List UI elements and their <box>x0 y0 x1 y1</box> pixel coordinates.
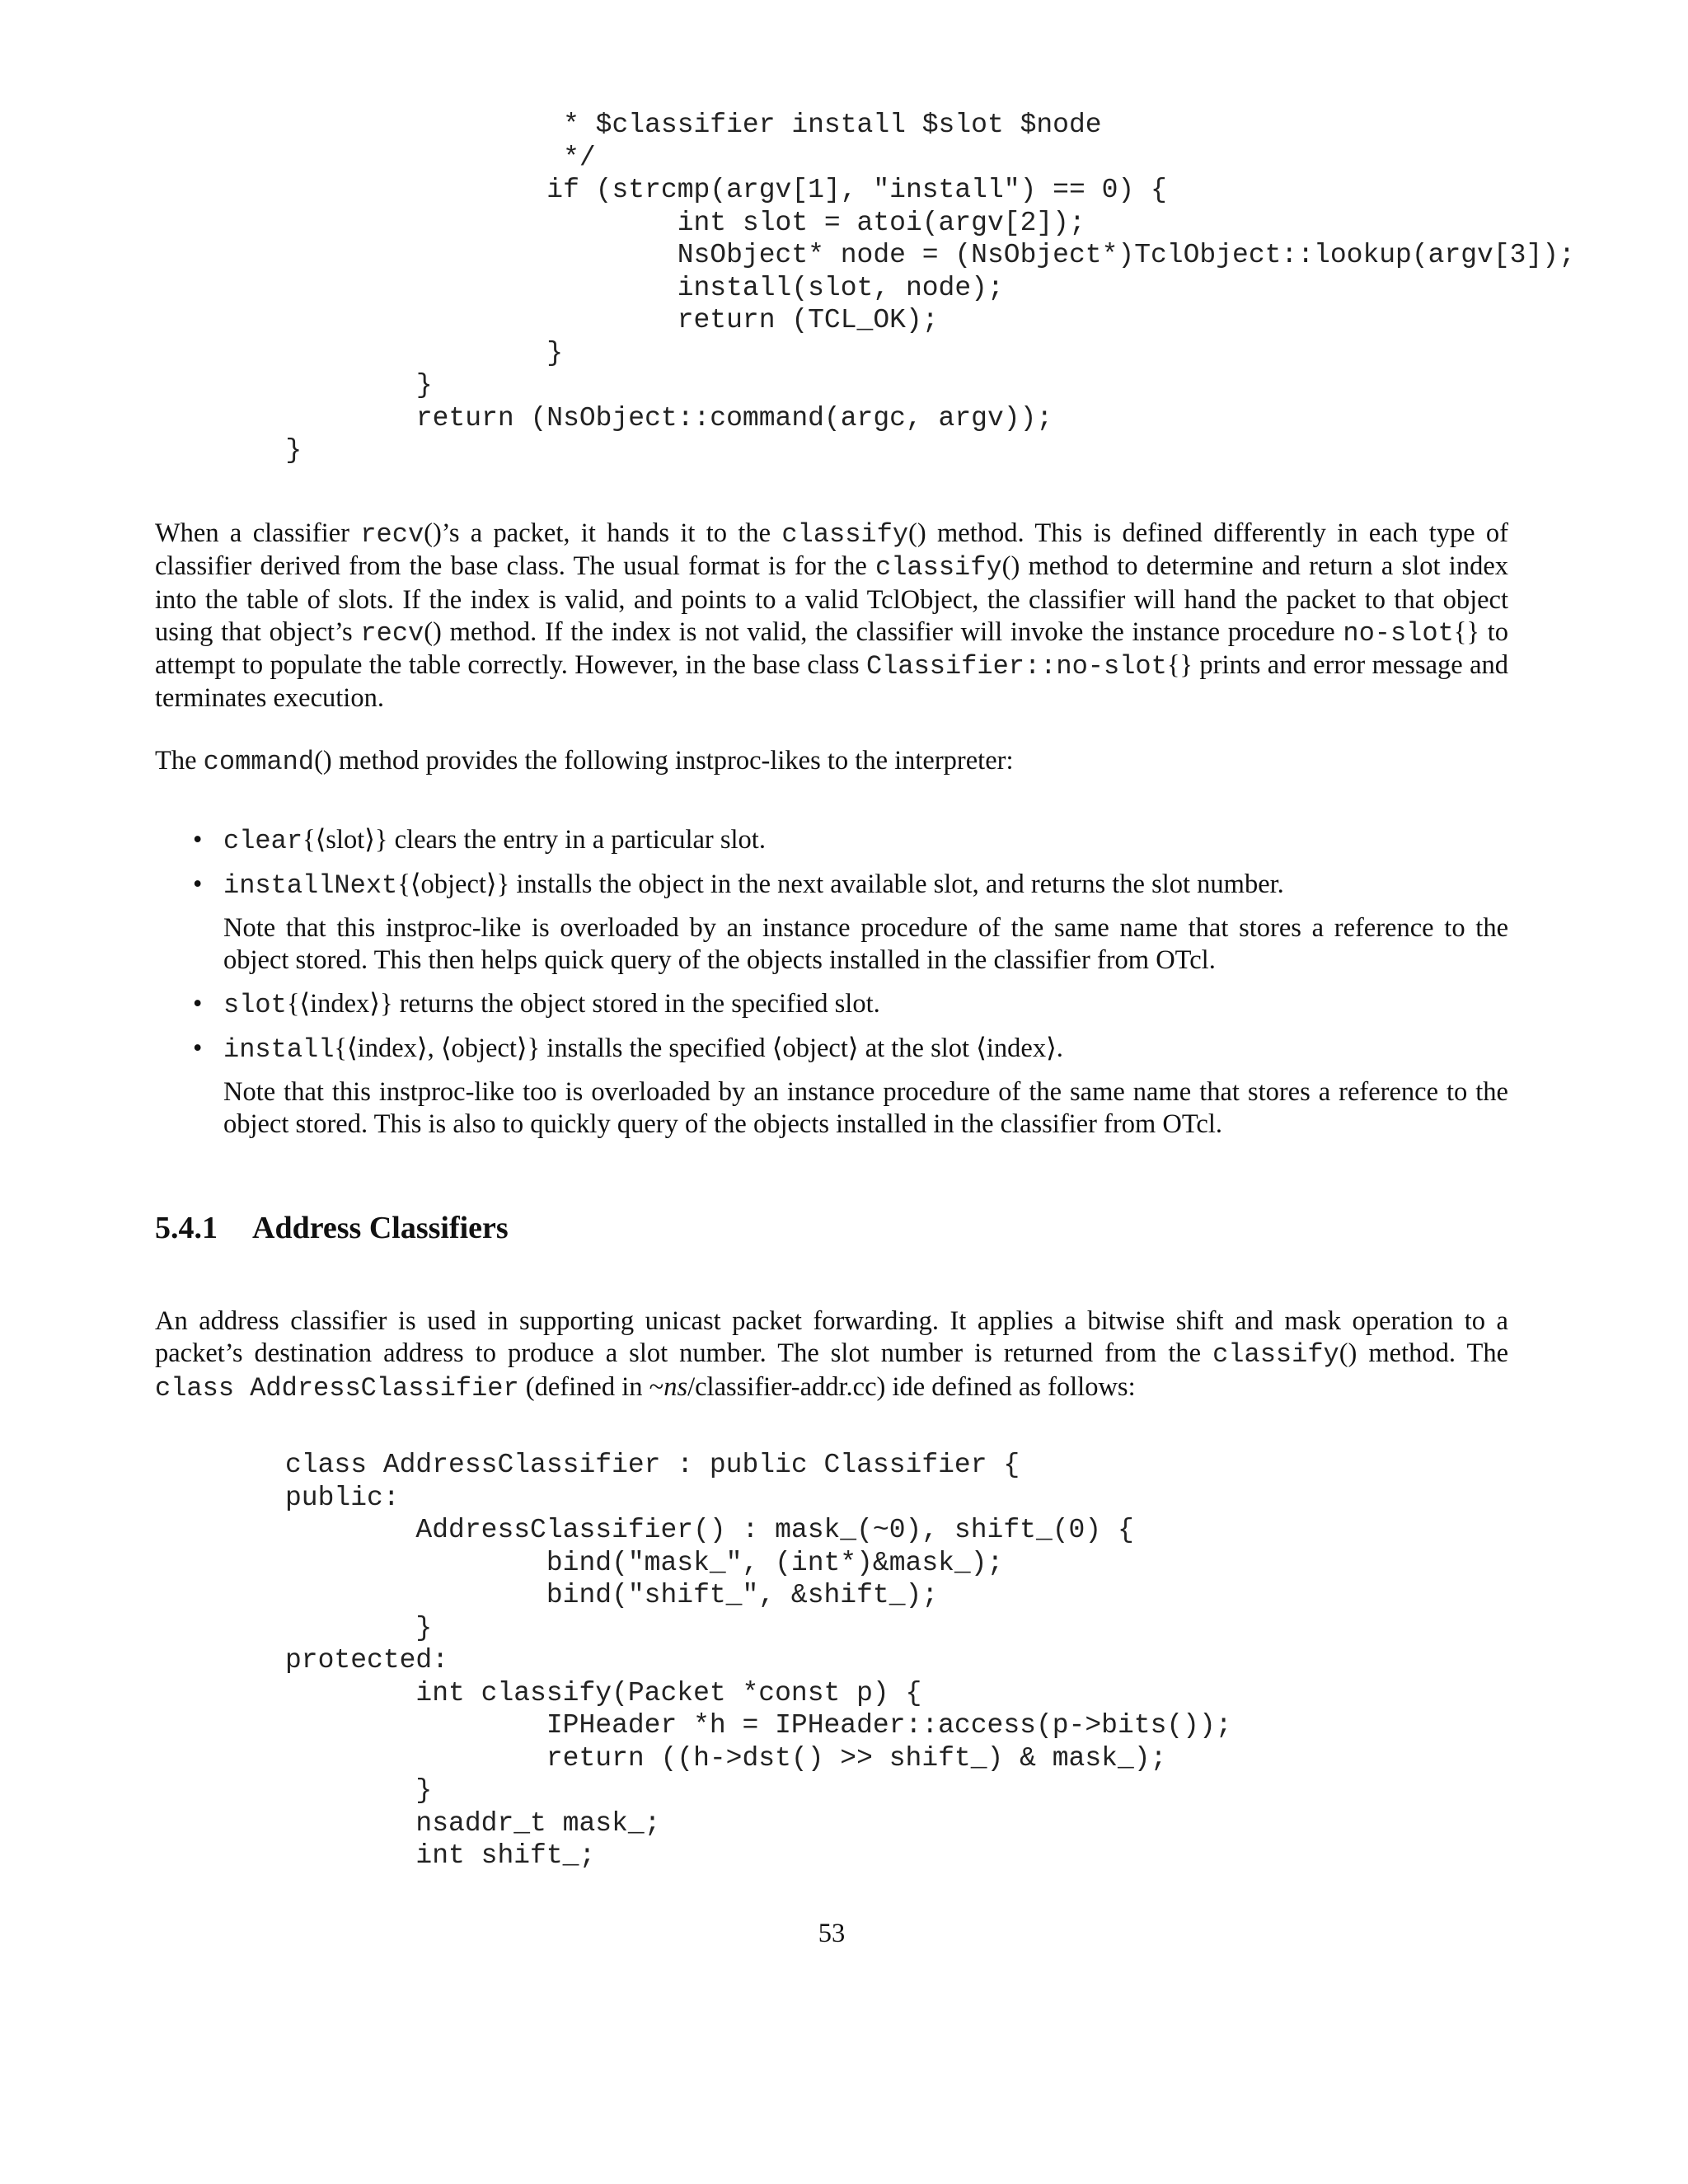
list-item-code: slot <box>223 990 287 1021</box>
list-item-text: {⟨index⟩, ⟨object⟩} installs the specified ⟨object⟩ at the slot ⟨index⟩. <box>334 1033 1063 1064</box>
code-line: int classify(Packet *const p) { <box>285 1677 922 1708</box>
para1-code-classify-2: classify <box>875 552 1002 583</box>
list-item-code: clear <box>223 826 303 856</box>
bullet-icon: • <box>193 989 203 1019</box>
para2-text-2: () method provides the following instproc-likes to the interpreter: <box>314 746 1014 776</box>
code-line: int slot = atoi(argv[2]); <box>155 207 1085 238</box>
list-item-text: {⟨object⟩} installs the object in the next available slot, and returns the slot number. <box>397 869 1284 900</box>
code-line: NsObject* node = (NsObject*)TclObject::lookup(argv[3]); <box>155 240 1575 270</box>
code-line: if (strcmp(argv[1], "install") == 0) { <box>155 175 1167 205</box>
para1-code-recv-2: recv <box>360 617 424 649</box>
para1-text-4: () method to determine and return a slot index into the table of slots. If the index is valid, and points to a valid TclObject, the classifier will hand the packet to that object using that object’s <box>155 551 1508 647</box>
paragraph-address-classifier <box>155 1305 1508 1404</box>
code-line: */ <box>155 142 596 173</box>
code-line: protected: <box>285 1645 449 1675</box>
bullet-icon: • <box>193 869 203 900</box>
code-line: bind("shift_", &shift_); <box>285 1580 939 1610</box>
code-line: return (NsObject::command(argc, argv)); <box>155 402 1053 434</box>
code-line: nsaddr_t mask_; <box>285 1807 661 1839</box>
para1-code-recv: recv <box>360 519 424 550</box>
code-line: * $classifier install $slot $node <box>155 110 1102 140</box>
code-line: int shift_; <box>285 1840 596 1871</box>
para1-text-6: {} to attempt to populate the table correctly. However, in the base class <box>155 616 1508 681</box>
paragraph-command-intro <box>155 745 1508 778</box>
code-line: AddressClassifier() : mask_(~0), shift_(0) { <box>285 1515 1134 1545</box>
code-line: class AddressClassifier : public Classifier { <box>285 1450 1020 1480</box>
para1-code-classify: classify <box>781 519 909 550</box>
para1-text-1: When a classifier <box>155 518 361 548</box>
para3-text-4: /classifier-addr.cc) ide defined as follows: <box>687 1371 1136 1402</box>
code-line: } <box>155 370 433 401</box>
code-line: return ((h->dst() >> shift_) & mask_); <box>285 1742 1167 1774</box>
para3-text-3: (defined in ~ <box>518 1371 664 1402</box>
code-line: } <box>155 337 564 368</box>
list-item-code: installNext <box>223 870 398 902</box>
paragraph-classify-description <box>155 518 1508 715</box>
list-item-note: Note that this instproc-like is overloaded by an instance procedure of the same name that stores a reference to the object stored. This then helps quick query of the objects installed in the classifier from OTcl. <box>223 912 1508 975</box>
para1-code-no-slot: no-slot <box>1343 617 1454 649</box>
code-line: } <box>285 1775 433 1806</box>
para3-text-1: An address classifier is used in supporting unicast packet forwarding. It applies a bitwise shift and mask operation to a packet’s destination address to produce a slot number. The slot number is returned from the <box>155 1306 1508 1369</box>
list-item <box>155 1033 1508 1141</box>
bullet-icon: • <box>193 1033 203 1064</box>
section-number: 5.4.1 <box>155 1211 218 1245</box>
para1-text-7: {} prints and error message and terminates execution. <box>155 650 1508 714</box>
section-heading <box>155 1210 509 1246</box>
code-line: install(slot, node); <box>155 272 1004 303</box>
para3-text-2: () method. The <box>1339 1338 1508 1369</box>
bullet-icon: • <box>193 825 203 855</box>
code-block-bottom <box>285 1449 1232 1872</box>
para1-text-5: () method. If the index is not valid, the classifier will invoke the instance procedure <box>424 616 1343 647</box>
section-title: Address Classifiers <box>252 1211 509 1245</box>
code-line: IPHeader *h = IPHeader::access(p->bits()); <box>285 1710 1232 1741</box>
code-line: } <box>285 1612 433 1643</box>
code-line: bind("mask_", (int*)&mask_); <box>285 1547 1004 1578</box>
instproc-list <box>155 824 1508 1152</box>
code-block-top <box>155 109 1575 467</box>
list-item-note: Note that this instproc-like too is overloaded by an instance procedure of the same name that stores a reference to the object stored. This is also to quickly query of the objects installed in the classifier from OTcl. <box>223 1076 1508 1140</box>
code-line: return (TCL_OK); <box>155 305 939 335</box>
list-item <box>155 824 1508 857</box>
list-item-text: {⟨slot⟩} clears the entry in a particular slot. <box>302 825 766 855</box>
list-item-text: {⟨index⟩} returns the object stored in the specified slot. <box>286 989 880 1019</box>
para3-code-classify: classify <box>1212 1339 1339 1371</box>
para2-code-command: command <box>203 747 315 777</box>
para1-text-3: () method. This is defined differently in each type of classifier derived from the base class. The usual format is for the <box>155 518 1508 582</box>
para3-italic-ns: ns <box>663 1371 688 1402</box>
para1-code-classifier-no-slot: Classifier::no-slot <box>865 651 1167 682</box>
code-line: public: <box>285 1482 400 1513</box>
list-item-code: install <box>223 1034 335 1066</box>
para3-code-class: class AddressClassifier <box>155 1372 519 1404</box>
para2-text-1: The <box>155 746 204 776</box>
list-item <box>155 988 1508 1021</box>
para1-text-2: ()’s a packet, it hands it to the <box>424 518 782 548</box>
code-line: } <box>155 435 302 466</box>
page-number: 53 <box>818 1919 846 1948</box>
list-item <box>155 869 1508 977</box>
